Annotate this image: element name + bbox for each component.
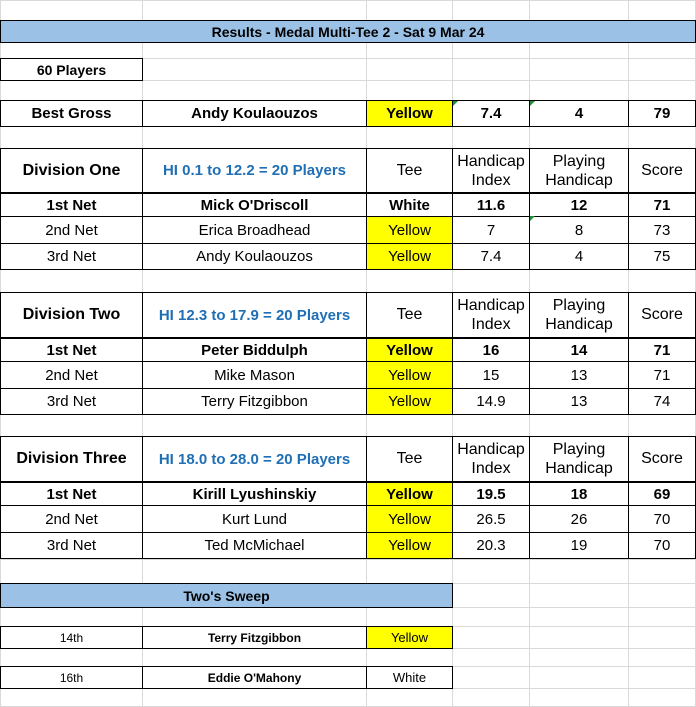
score-value[interactable]: 71 <box>628 338 696 362</box>
handicap-index-value[interactable]: 20.3 <box>452 532 530 559</box>
division-range[interactable]: HI 12.3 to 17.9 = 20 Players <box>142 292 367 338</box>
cell-comment-marker-icon <box>530 101 535 106</box>
col-header-tee[interactable]: Tee <box>366 292 453 338</box>
col-header-playing-handicap[interactable]: Playing Handicap <box>529 436 629 482</box>
playing-handicap-value[interactable]: 13 <box>529 361 629 389</box>
tee-colour[interactable]: Yellow <box>366 361 453 389</box>
player-name[interactable]: Ted McMichael <box>142 532 367 559</box>
score-value[interactable]: 70 <box>628 505 696 533</box>
col-header-handicap-index[interactable]: Handicap Index <box>452 436 530 482</box>
tee-colour[interactable]: Yellow <box>366 482 453 506</box>
handicap-index-value[interactable]: 15 <box>452 361 530 389</box>
sweep-hole[interactable]: 16th <box>0 666 143 689</box>
playing-handicap-value[interactable]: 19 <box>529 532 629 559</box>
place-label[interactable]: 1st Net <box>0 193 143 217</box>
player-name[interactable]: Terry Fitzgibbon <box>142 388 367 415</box>
tee-colour[interactable]: Yellow <box>366 532 453 559</box>
playing-handicap-value[interactable]: 14 <box>529 338 629 362</box>
sweep-hole[interactable]: 14th <box>0 626 143 649</box>
results-title[interactable]: Results - Medal Multi-Tee 2 - Sat 9 Mar 24 <box>0 20 696 43</box>
score-value[interactable]: 69 <box>628 482 696 506</box>
place-label[interactable]: 2nd Net <box>0 361 143 389</box>
col-header-playing-handicap[interactable]: Playing Handicap <box>529 148 629 193</box>
tee-colour[interactable]: Yellow <box>366 243 453 270</box>
playing-handicap-value[interactable]: 18 <box>529 482 629 506</box>
player-name[interactable]: Peter Biddulph <box>142 338 367 362</box>
place-label[interactable]: 3rd Net <box>0 243 143 270</box>
score-value[interactable]: 75 <box>628 243 696 270</box>
place-label[interactable]: 2nd Net <box>0 216 143 244</box>
score-value[interactable]: 70 <box>628 532 696 559</box>
handicap-index-value[interactable]: 7 <box>452 216 530 244</box>
best-gross-ph[interactable]: 4 <box>529 100 629 127</box>
handicap-index-value[interactable]: 7.4 <box>452 243 530 270</box>
player-name[interactable]: Mike Mason <box>142 361 367 389</box>
cell-comment-marker-icon <box>530 216 535 221</box>
handicap-index-value[interactable]: 19.5 <box>452 482 530 506</box>
cell-comment-marker-icon <box>453 101 458 106</box>
division-name[interactable]: Division Three <box>0 436 143 482</box>
division-range[interactable]: HI 18.0 to 28.0 = 20 Players <box>142 436 367 482</box>
player-name[interactable]: Kirill Lyushinskiy <box>142 482 367 506</box>
best-gross-hi[interactable]: 7.4 <box>452 100 530 127</box>
col-header-score[interactable]: Score <box>628 148 696 193</box>
playing-handicap-value[interactable]: 13 <box>529 388 629 415</box>
best-gross-label[interactable]: Best Gross <box>0 100 143 127</box>
tee-colour[interactable]: White <box>366 193 453 217</box>
score-value[interactable]: 74 <box>628 388 696 415</box>
player-name[interactable]: Andy Koulaouzos <box>142 243 367 270</box>
playing-handicap-value[interactable]: 8 <box>529 216 629 244</box>
tee-colour[interactable]: Yellow <box>366 338 453 362</box>
sweep-tee-colour[interactable]: Yellow <box>366 626 453 649</box>
handicap-index-value[interactable]: 14.9 <box>452 388 530 415</box>
col-header-playing-handicap[interactable]: Playing Handicap <box>529 292 629 338</box>
score-value[interactable]: 73 <box>628 216 696 244</box>
sweep-player-name[interactable]: Terry Fitzgibbon <box>142 626 367 649</box>
best-gross-score[interactable]: 79 <box>628 100 696 127</box>
col-header-tee[interactable]: Tee <box>366 436 453 482</box>
handicap-index-value[interactable]: 26.5 <box>452 505 530 533</box>
handicap-index-value[interactable]: 11.6 <box>452 193 530 217</box>
sweep-title[interactable]: Two's Sweep <box>0 583 453 608</box>
tee-colour[interactable]: Yellow <box>366 505 453 533</box>
handicap-index-value[interactable]: 16 <box>452 338 530 362</box>
score-value[interactable]: 71 <box>628 361 696 389</box>
players-count[interactable]: 60 Players <box>0 58 143 81</box>
col-header-tee[interactable]: Tee <box>366 148 453 193</box>
sweep-tee-colour[interactable]: White <box>366 666 453 689</box>
player-name[interactable]: Mick O'Driscoll <box>142 193 367 217</box>
player-name[interactable]: Erica Broadhead <box>142 216 367 244</box>
best-gross-name[interactable]: Andy Koulaouzos <box>142 100 367 127</box>
division-range[interactable]: HI 0.1 to 12.2 = 20 Players <box>142 148 367 193</box>
col-header-score[interactable]: Score <box>628 436 696 482</box>
place-label[interactable]: 1st Net <box>0 338 143 362</box>
score-value[interactable]: 71 <box>628 193 696 217</box>
best-gross-tee[interactable]: Yellow <box>366 100 453 127</box>
sweep-player-name[interactable]: Eddie O'Mahony <box>142 666 367 689</box>
tee-colour[interactable]: Yellow <box>366 216 453 244</box>
col-header-handicap-index[interactable]: Handicap Index <box>452 148 530 193</box>
place-label[interactable]: 3rd Net <box>0 388 143 415</box>
division-name[interactable]: Division One <box>0 148 143 193</box>
playing-handicap-value[interactable]: 4 <box>529 243 629 270</box>
playing-handicap-value[interactable]: 12 <box>529 193 629 217</box>
col-header-handicap-index[interactable]: Handicap Index <box>452 292 530 338</box>
col-header-score[interactable]: Score <box>628 292 696 338</box>
playing-handicap-value[interactable]: 26 <box>529 505 629 533</box>
place-label[interactable]: 2nd Net <box>0 505 143 533</box>
place-label[interactable]: 3rd Net <box>0 532 143 559</box>
player-name[interactable]: Kurt Lund <box>142 505 367 533</box>
division-name[interactable]: Division Two <box>0 292 143 338</box>
place-label[interactable]: 1st Net <box>0 482 143 506</box>
tee-colour[interactable]: Yellow <box>366 388 453 415</box>
